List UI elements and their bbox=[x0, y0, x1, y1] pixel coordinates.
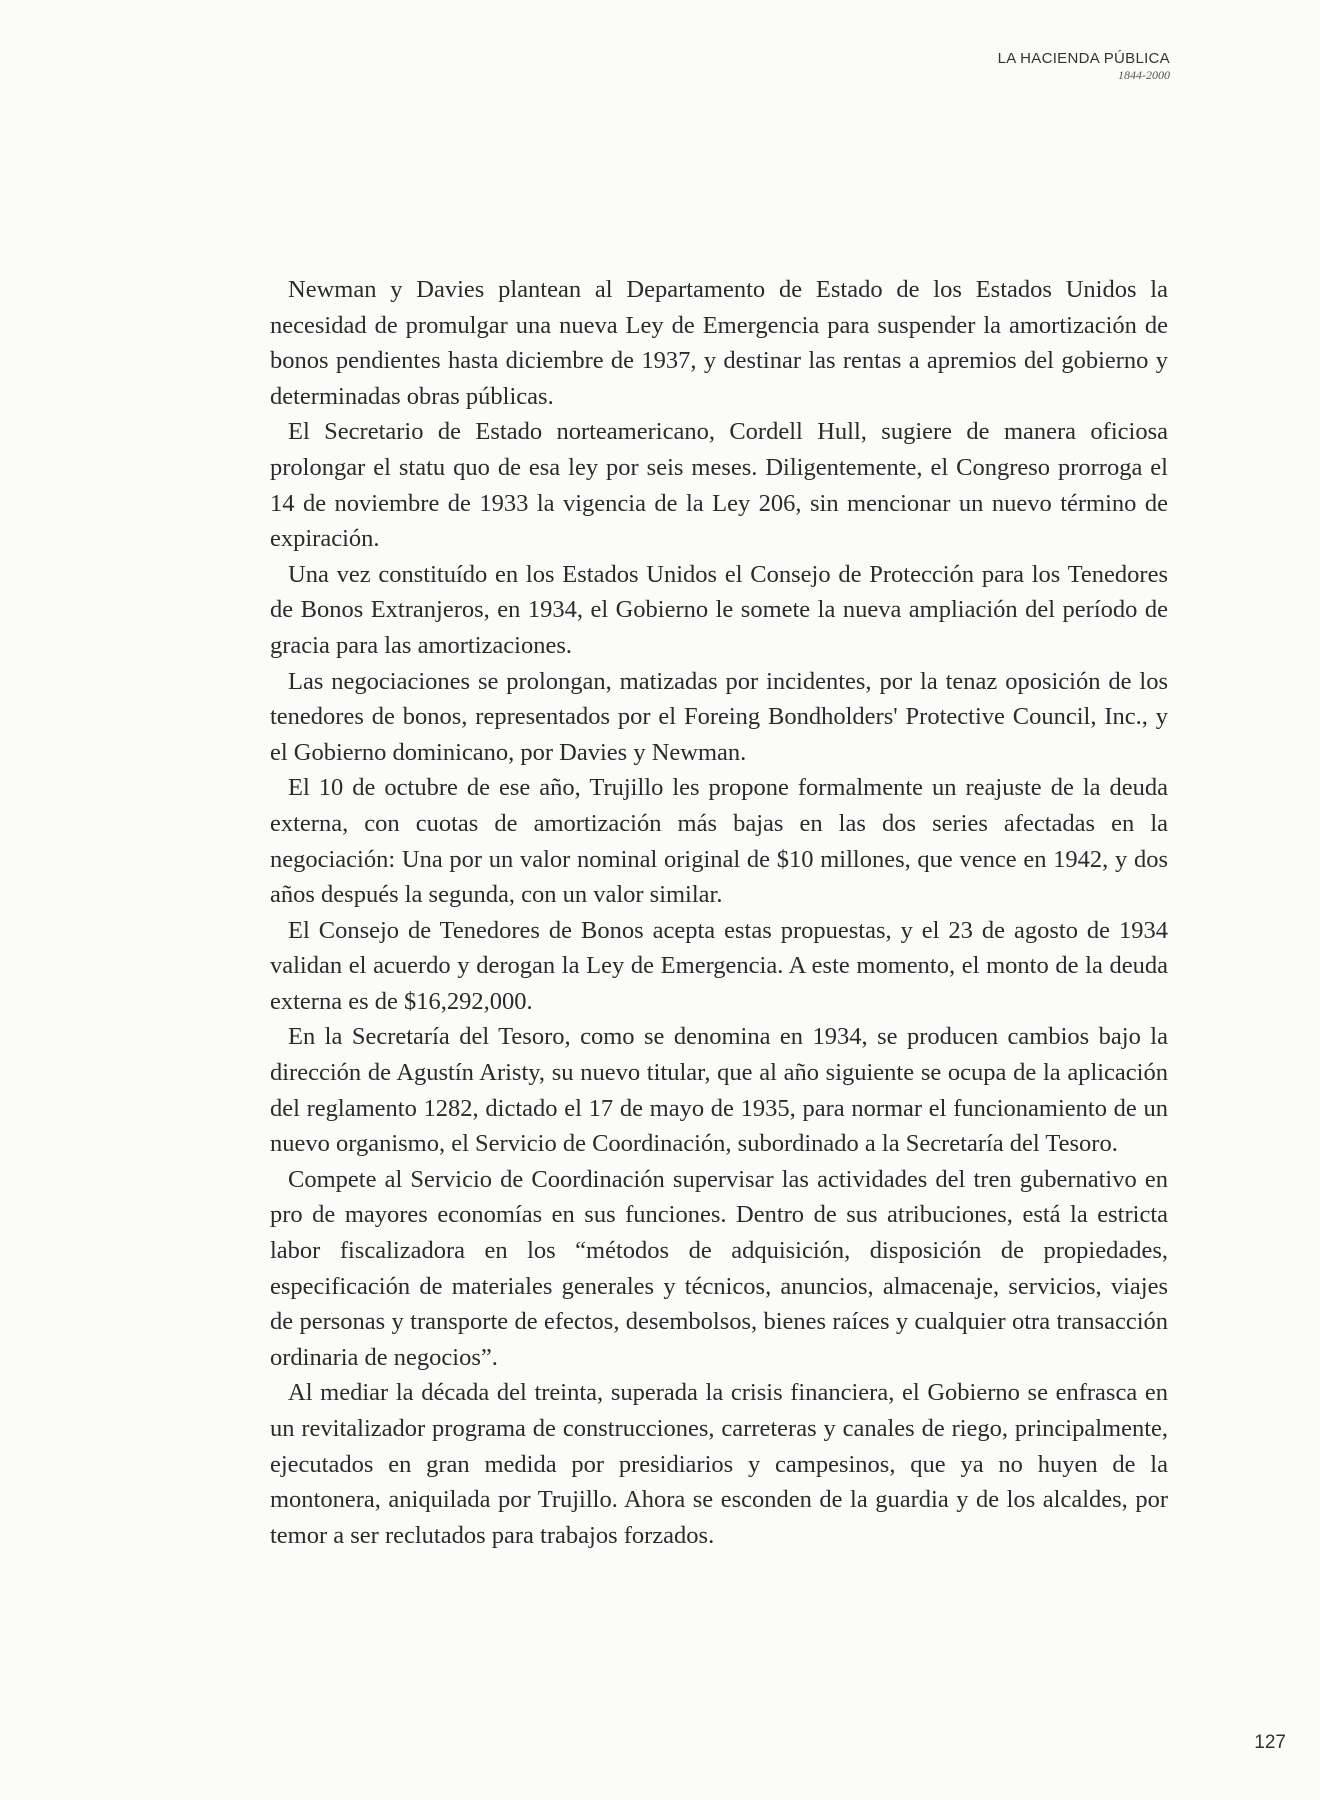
paragraph: En la Secretaría del Tesoro, como se denomina en 1934, se producen cambios bajo la dirección de Agustín Aristy, su nuevo titular, que al año siguiente se ocupa de la aplicación del reglamento 1282, dictado el 17 de mayo de 1935, para normar el funcionamiento de un nuevo organismo, el Servicio de Coordinación, subordinado a la Secretaría del Tesoro. bbox=[270, 1023, 1168, 1158]
paragraph: El 10 de octubre de ese año, Trujillo les propone formalmente un reajuste de la deuda externa, con cuotas de amortización más bajas en las dos series afectadas en la negociación: Una por un valor nominal original de $10 millones, que vence en 1942, y dos años después la segunda, con un valor similar. bbox=[270, 774, 1168, 909]
paragraph: Newman y Davies plantean al Departamento de Estado de los Estados Unidos la necesidad de promulgar una nueva Ley de Emergencia para suspender la amortización de bonos pendientes hasta diciembre de 1937, y destinar las rentas a apremios del gobierno y determinadas obras públicas. bbox=[270, 276, 1168, 410]
book-title: LA HACIENDA PÚBLICA bbox=[997, 50, 1170, 67]
running-header bbox=[998, 50, 1170, 82]
page-number: 127 bbox=[1254, 1732, 1286, 1753]
body-text bbox=[270, 272, 1168, 1553]
paragraph: Una vez constituído en los Estados Unidos el Consejo de Protección para los Tenedores de Bonos Extranjeros, en 1934, el Gobierno le somete la nueva ampliación del período de gracia para las amortizaciones. bbox=[270, 560, 1168, 659]
paragraph: El Consejo de Tenedores de Bonos acepta estas propuestas, y el 23 de agosto de 1934 validan el acuerdo y derogan la Ley de Emergencia. A este momento, el monto de la deuda externa es de $16,292,000. bbox=[270, 916, 1168, 1015]
book-years: 1844-2000 bbox=[1118, 68, 1170, 82]
paragraph: Compete al Servicio de Coordinación supervisar las actividades del tren gubernativo en pro de mayores economías en sus funciones. Dentro de sus atribuciones, está la estricta labor fiscalizadora en los “métodos de adquisición, disposición de propiedades, especificación de materiales generales y técnicos, anuncios, almacenaje, servicios, viajes de personas y transporte de efectos, desembolsos, bienes raíces y cualquier otra transacción ordinaria de negocios”. bbox=[270, 1165, 1168, 1371]
paragraph: Las negociaciones se prolongan, matizadas por incidentes, por la tenaz oposición de los tenedores de bonos, representados por el Foreing Bondholders' Protective Council, Inc., y el Gobierno dominicano, por Davies y Newman. bbox=[270, 667, 1168, 766]
paragraph: El Secretario de Estado norteamericano, Cordell Hull, sugiere de manera oficiosa prolongar el statu quo de esa ley por seis meses. Diligentemente, el Congreso prorroga el 14 de noviembre de 1933 la vigencia de la Ley 206, sin mencionar un nuevo término de expiración. bbox=[270, 418, 1168, 553]
paragraph: Al mediar la década del treinta, superada la crisis financiera, el Gobierno se enfrasca en un revitalizador programa de construcciones, carreteras y canales de riego, principalmente, ejecutados en gran medida por presidiarios y campesinos, que ya no huyen de la montonera, aniquilada por Trujillo. Ahora se esconden de la guardia y de los alcaldes, por temor a ser reclutados para trabajos forzados. bbox=[270, 1379, 1168, 1549]
